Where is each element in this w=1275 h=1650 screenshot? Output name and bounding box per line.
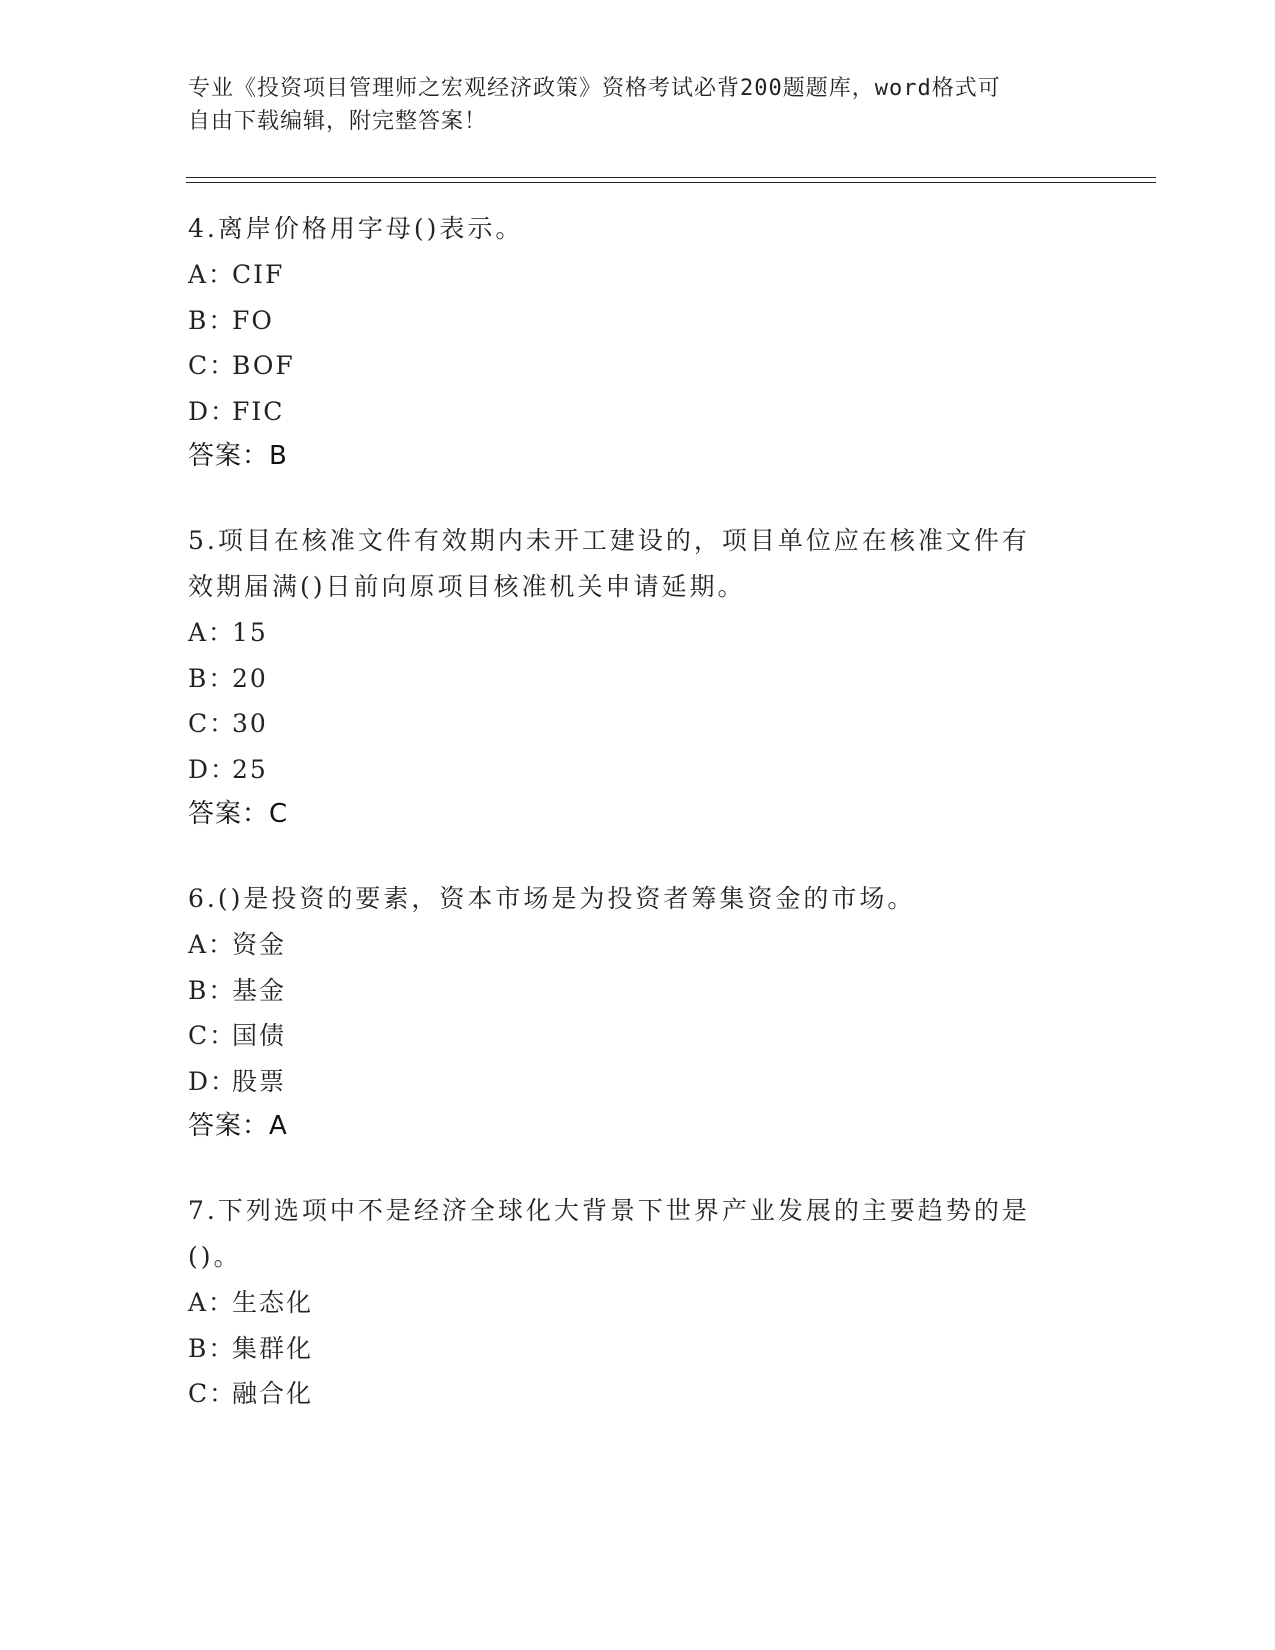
option-d xyxy=(188,389,1088,435)
option-text: 资金 xyxy=(232,930,287,959)
option-letter: A： xyxy=(188,1288,236,1317)
option-letter: D： xyxy=(188,396,238,426)
option-text: 30 xyxy=(232,709,268,738)
option-letter: B： xyxy=(188,975,236,1005)
option-letter: C： xyxy=(188,709,237,738)
option-text: BOF xyxy=(232,351,295,380)
question-4 xyxy=(188,206,1088,478)
question-5 xyxy=(188,518,1088,836)
option-a xyxy=(188,1280,1088,1326)
option-letter: B： xyxy=(188,305,236,335)
document-header xyxy=(188,72,1068,138)
answer-line: 答案：C xyxy=(188,799,289,829)
answer-line: 答案：A xyxy=(188,1111,288,1141)
question-stem xyxy=(188,876,1088,922)
option-b xyxy=(188,968,1088,1014)
option-text: 国债 xyxy=(232,1021,287,1050)
option-a xyxy=(188,922,1088,968)
option-b xyxy=(188,298,1088,344)
option-c xyxy=(188,343,1088,389)
option-b xyxy=(188,656,1088,702)
option-letter: C： xyxy=(188,1021,237,1050)
question-stem xyxy=(188,518,1088,610)
option-letter: B： xyxy=(188,663,236,693)
option-letter: C： xyxy=(188,1379,237,1408)
header-line-2: 自由下载编辑，附完整答案！ xyxy=(188,109,488,134)
question-stem xyxy=(188,206,1088,252)
header-divider-bottom xyxy=(186,182,1156,183)
option-text: 股票 xyxy=(232,1066,287,1096)
question-stem-line: 7.下列选项中不是经济全球化大背景下世界产业发展的主要趋势的是 xyxy=(188,1196,1030,1225)
option-c xyxy=(188,701,1088,747)
question-stem-line: 4.离岸价格用字母()表示。 xyxy=(188,214,524,243)
option-c xyxy=(188,1013,1088,1059)
option-letter: D： xyxy=(188,1066,238,1096)
option-text: CIF xyxy=(232,260,285,289)
option-text: FO xyxy=(232,305,274,335)
option-text: 生态化 xyxy=(232,1288,314,1317)
option-text: 15 xyxy=(232,618,268,647)
option-letter: B： xyxy=(188,1333,236,1363)
option-text: 集群化 xyxy=(232,1333,314,1363)
question-stem-line: 5.项目在核准文件有效期内未开工建设的，项目单位应在核准文件有 xyxy=(188,526,1030,555)
option-letter: A： xyxy=(188,618,236,647)
header-divider-top xyxy=(186,177,1156,178)
question-stem-line: 效期届满()日前向原项目核准机关申请延期。 xyxy=(188,572,746,601)
question-list xyxy=(188,206,1088,1457)
option-c xyxy=(188,1371,1088,1417)
answer-line: 答案：B xyxy=(188,441,288,471)
option-a xyxy=(188,252,1088,298)
option-text: FIC xyxy=(232,396,285,426)
question-7 xyxy=(188,1188,1088,1417)
option-letter: D： xyxy=(188,754,238,784)
question-6 xyxy=(188,876,1088,1148)
option-letter: A： xyxy=(188,930,236,959)
question-stem xyxy=(188,1188,1088,1280)
question-stem-line: ()。 xyxy=(188,1242,242,1271)
question-stem-line: 6.()是投资的要素，资本市场是为投资者筹集资金的市场。 xyxy=(188,884,916,913)
option-text: 基金 xyxy=(232,975,287,1005)
option-b xyxy=(188,1326,1088,1372)
option-letter: A： xyxy=(188,260,236,289)
header-line-1: 专业《投资项目管理师之宏观经济政策》资格考试必背200题题库，word格式可 xyxy=(188,76,1001,101)
option-letter: C： xyxy=(188,351,237,380)
option-text: 25 xyxy=(232,754,268,784)
option-d xyxy=(188,1059,1088,1105)
option-text: 融合化 xyxy=(232,1379,314,1408)
option-a xyxy=(188,610,1088,656)
option-text: 20 xyxy=(232,663,268,693)
option-d xyxy=(188,747,1088,793)
